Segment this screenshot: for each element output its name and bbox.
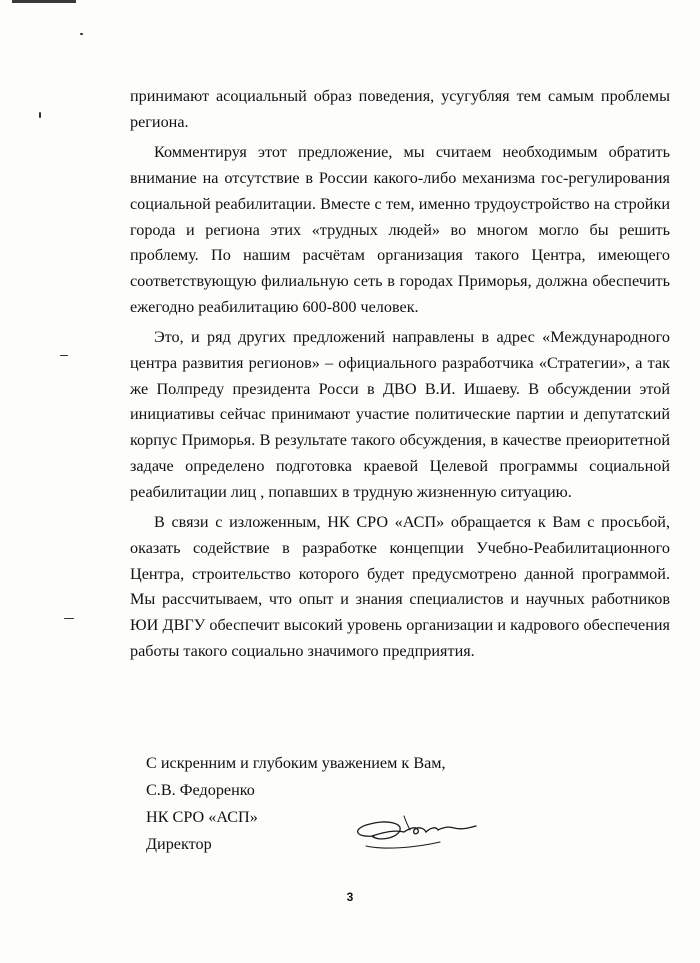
paragraph-proposals: Это, и ряд других предложений направлены в адрес «Международного центра развития регионов» – официального разработчика «Стратегии», а так же Полпреду президента Росси в ДВО В.И. Ишаеву. В обсуждении этой инициативы сейчас принимают участие политические партии и депутатский корпус Приморья. В результате такого обсуждения, в качестве преиоритетной задаче определено подготовка краевой Целевой программы социальной реабилитации лиц , попавших в трудную жизненную ситуацию. (130, 328, 670, 501)
paragraph-request: В связи с изложенным, НК СРО «АСП» обращается к Вам с просьбой, оказать содействие в разработке концепции Учебно-Реабилитационного Центра, строительство которого будет предусмотрено данной программой. Мы рассчитываем, что опыт и знания специалистов и научных работников ЮИ ДВГУ обеспечит высокий уровень организации и кадрового обеспечения работы такого социально значимого предприятия. (130, 513, 670, 660)
scan-speck (64, 618, 74, 619)
scan-speck (39, 112, 41, 118)
scan-speck (80, 33, 83, 35)
paragraph-continuation: принимают асоциальный образ поведения, усугубляя тем самым проблемы региона. (130, 87, 670, 131)
signer-organization: НК СРО «АСП» (146, 808, 258, 826)
handwritten-signature (344, 806, 484, 856)
closing-salutation: С искренним и глубоким уважением к Вам, (146, 754, 446, 772)
page-number: 3 (346, 890, 354, 904)
scan-speck (60, 355, 68, 356)
top-rule (12, 0, 76, 3)
signer-name: С.В. Федоренко (146, 781, 255, 799)
letter-body (130, 84, 670, 664)
signer-position: Директор (146, 835, 212, 853)
paragraph-commentary: Комментируя этот предложение, мы считаем необходимым обратить внимание на отсутствие в России какого-либо механизма гос-регулирования социальной реабилитации. Вместе с тем, именно трудоустройство на стройки города и региона этих «трудных людей» во многом могло бы решить проблему. По нашим расчётам организация такого Центра, имеющего соответствующую филиальную сеть в городах Приморья, должна обеспечить ежегодно реабилитацию 600-800 человек. (130, 143, 670, 316)
